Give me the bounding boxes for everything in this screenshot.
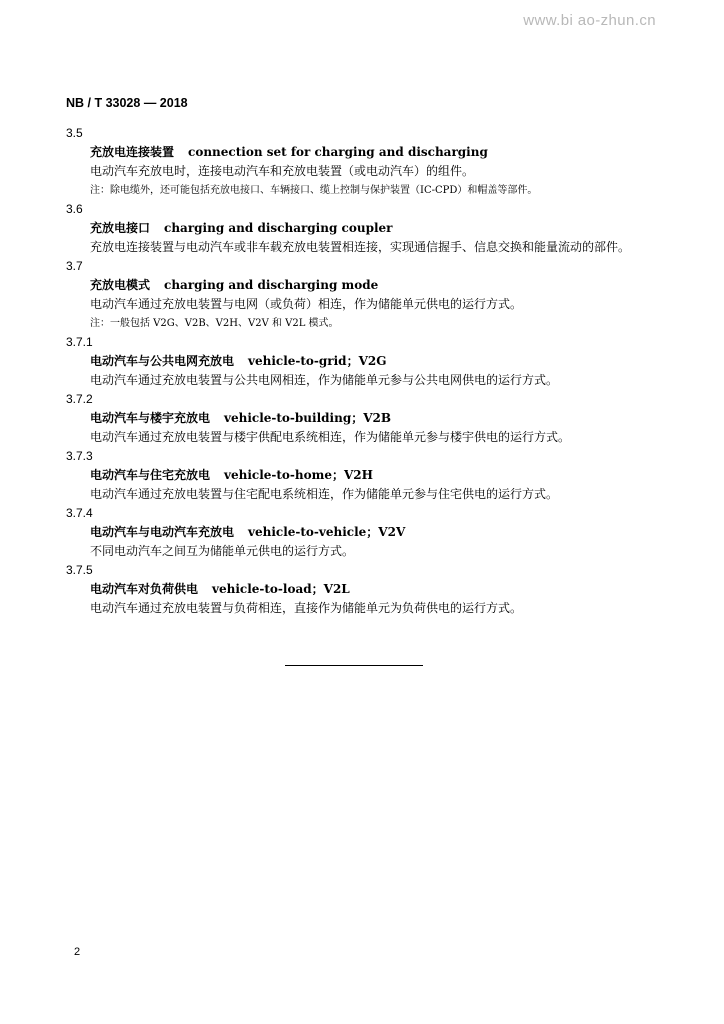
- term-title: [66, 409, 666, 428]
- term-title-en: connection set for charging and discharging: [188, 145, 488, 159]
- term-definition: 电动汽车通过充放电装置与住宅配电系统相连，作为储能单元参与住宅供电的运行方式。: [90, 487, 559, 501]
- document-body: [66, 124, 666, 618]
- term-title-en: vehicle-to-building；V2B: [224, 411, 392, 425]
- term-definition: 不同电动汽车之间互为储能单元供电的运行方式。: [90, 544, 355, 558]
- term-title-cn: 充放电接口: [90, 221, 151, 235]
- term-title-en: vehicle-to-grid；V2G: [248, 354, 387, 368]
- term-number: 3.7: [66, 259, 83, 273]
- term-entry-3-7-2: [66, 390, 666, 447]
- term-number: 3.7.1: [66, 335, 93, 349]
- term-number: 3.7.2: [66, 392, 93, 406]
- term-title-cn: 电动汽车与楼宇充放电: [90, 411, 211, 425]
- term-title: [66, 580, 666, 599]
- page-number: 2: [74, 946, 81, 958]
- term-number: 3.7.5: [66, 563, 93, 577]
- term-number: 3.7.3: [66, 449, 93, 463]
- term-number: 3.6: [66, 202, 83, 216]
- term-entry-3-7-4: [66, 504, 666, 561]
- term-definition: 电动汽车通过充放电装置与电网（或负荷）相连，作为储能单元供电的运行方式。: [90, 297, 523, 311]
- term-title-cn: 电动汽车与公共电网充放电: [90, 354, 235, 368]
- term-title: [66, 352, 666, 371]
- term-title: [66, 523, 666, 542]
- term-entry-3-7: [66, 257, 666, 333]
- watermark: www.bi ao-zhun.cn: [523, 12, 656, 29]
- term-title-en: vehicle-to-load；V2L: [212, 582, 350, 596]
- term-number: 3.7.4: [66, 506, 93, 520]
- term-definition: 电动汽车充放电时，连接电动汽车和充放电装置（或电动汽车）的组件。: [90, 164, 475, 178]
- standard-header: NB / T 33028 — 2018: [66, 96, 188, 110]
- term-note: 注：除电缆外，还可能包括充放电接口、车辆接口、缆上控制与保护装置（IC-CPD）和帽盖等部件。: [90, 185, 538, 196]
- term-title-en: vehicle-to-home；V2H: [224, 468, 373, 482]
- term-note: 注：一般包括 V2G、V2B、V2H、V2V 和 V2L 模式。: [90, 318, 339, 329]
- term-title: [66, 466, 666, 485]
- term-entry-3-7-3: [66, 447, 666, 504]
- term-definition: 电动汽车通过充放电装置与楼宇供配电系统相连，作为储能单元参与楼宇供电的运行方式。: [90, 430, 571, 444]
- term-definition: 充放电连接装置与电动汽车或非车载充放电装置相连接，实现通信握手、信息交换和能量流动的部件。: [90, 240, 631, 254]
- term-title-cn: 电动汽车与住宅充放电: [90, 468, 211, 482]
- term-entry-3-5: [66, 124, 666, 200]
- term-title-cn: 电动汽车与电动汽车充放电: [90, 525, 235, 539]
- term-title-cn: 电动汽车对负荷供电: [90, 582, 199, 596]
- term-number: 3.5: [66, 126, 83, 140]
- end-of-document-rule: [285, 665, 423, 666]
- term-title: [66, 143, 666, 162]
- term-title-cn: 充放电模式: [90, 278, 151, 292]
- term-definition: 电动汽车通过充放电装置与负荷相连，直接作为储能单元为负荷供电的运行方式。: [90, 601, 523, 615]
- term-title: [66, 276, 666, 295]
- term-entry-3-7-1: [66, 333, 666, 390]
- term-title-en: charging and discharging mode: [164, 278, 379, 292]
- term-entry-3-6: [66, 200, 666, 257]
- term-title: [66, 219, 666, 238]
- term-title-cn: 充放电连接装置: [90, 145, 175, 159]
- term-title-en: vehicle-to-vehicle；V2V: [248, 525, 406, 539]
- term-title-en: charging and discharging coupler: [164, 221, 393, 235]
- term-definition: 电动汽车通过充放电装置与公共电网相连，作为储能单元参与公共电网供电的运行方式。: [90, 373, 559, 387]
- term-entry-3-7-5: [66, 561, 666, 618]
